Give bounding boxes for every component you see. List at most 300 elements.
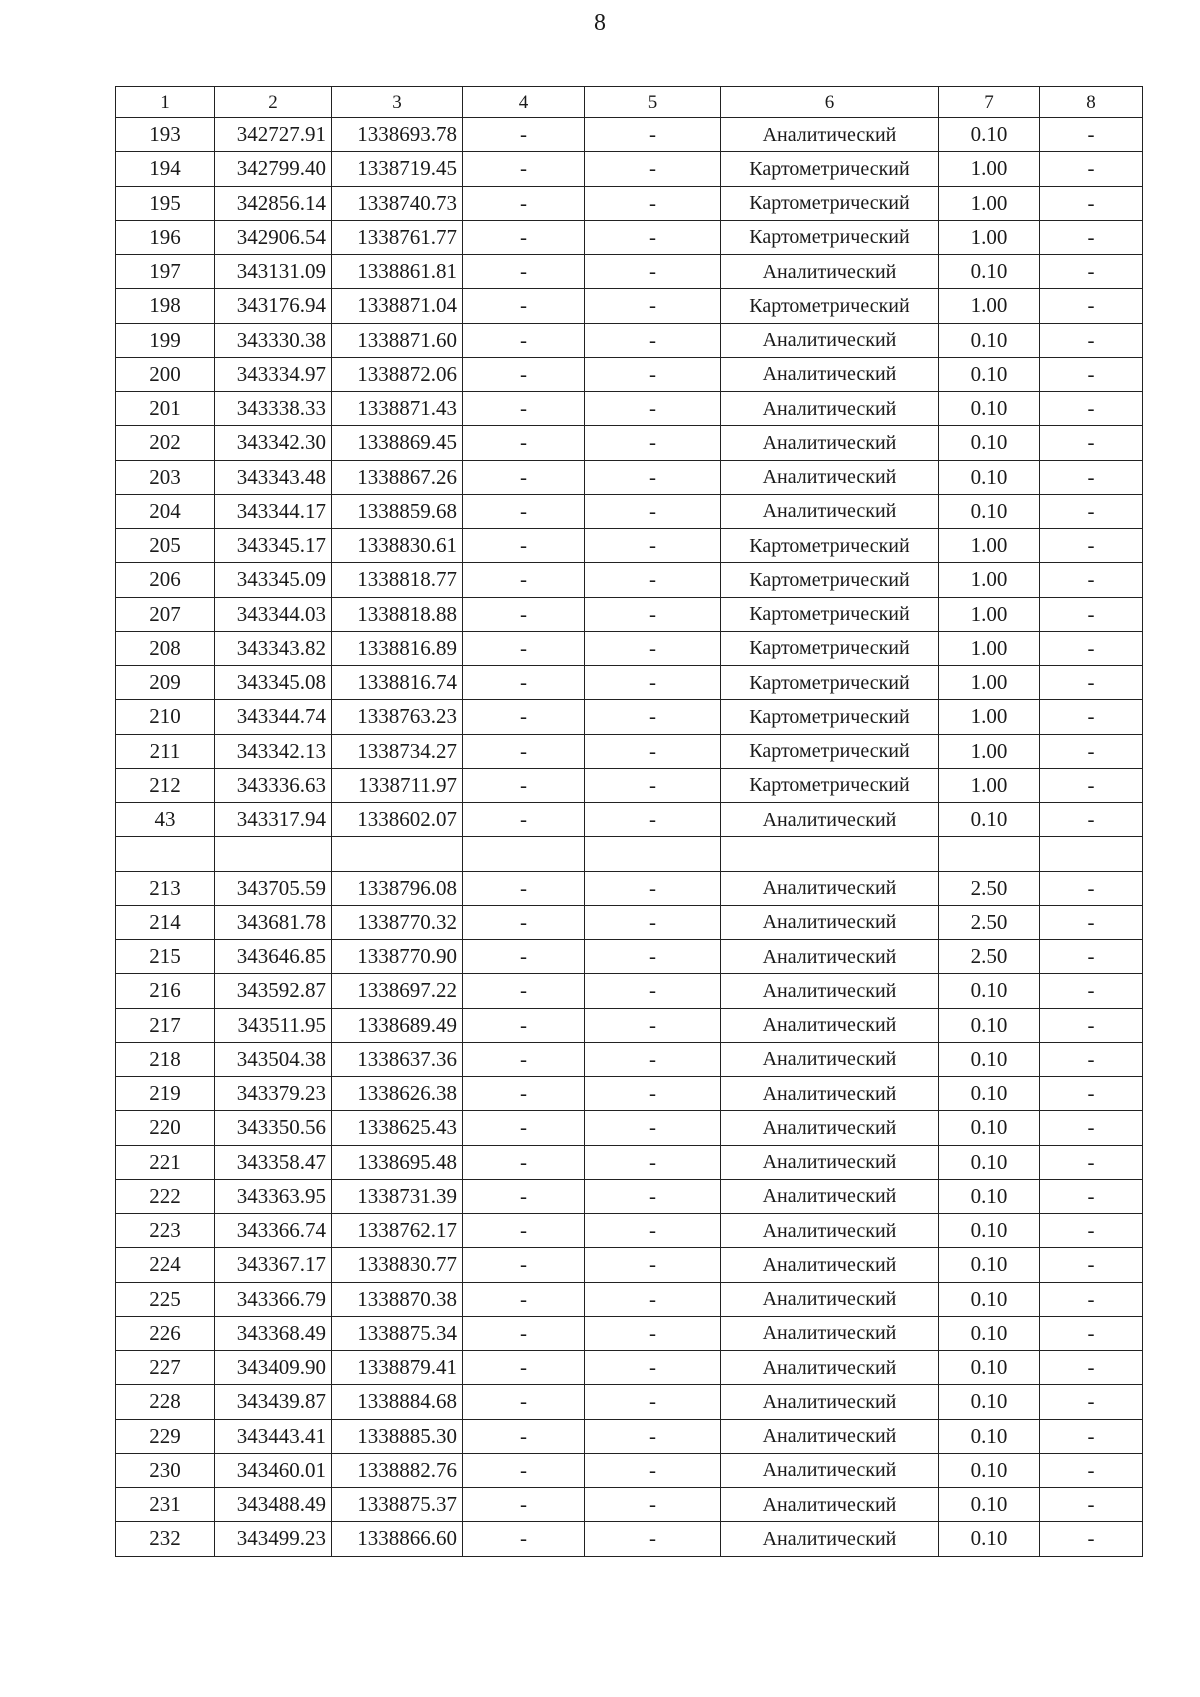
cell-y-coordinate: 1338875.34 bbox=[332, 1316, 463, 1350]
cell-col-8: - bbox=[1040, 494, 1143, 528]
cell-method: Аналитический bbox=[721, 1008, 939, 1042]
cell-method: Картометрический bbox=[721, 563, 939, 597]
cell-col-5: - bbox=[585, 426, 721, 460]
table-row bbox=[116, 1385, 1143, 1419]
cell-col-5 bbox=[585, 837, 721, 871]
cell-accuracy bbox=[939, 837, 1040, 871]
cell-method: Аналитический bbox=[721, 974, 939, 1008]
cell-point-number: 228 bbox=[116, 1385, 215, 1419]
cell-y-coordinate: 1338796.08 bbox=[332, 871, 463, 905]
table-row bbox=[116, 289, 1143, 323]
table-row bbox=[116, 1145, 1143, 1179]
table-row bbox=[116, 631, 1143, 665]
cell-method: Аналитический bbox=[721, 1042, 939, 1076]
cell-y-coordinate: 1338882.76 bbox=[332, 1453, 463, 1487]
cell-method: Аналитический bbox=[721, 494, 939, 528]
cell-point-number: 226 bbox=[116, 1316, 215, 1350]
cell-col-5: - bbox=[585, 631, 721, 665]
cell-col-5: - bbox=[585, 1214, 721, 1248]
cell-x-coordinate: 343511.95 bbox=[215, 1008, 332, 1042]
cell-accuracy: 0.10 bbox=[939, 392, 1040, 426]
cell-col-5: - bbox=[585, 529, 721, 563]
cell-col-5: - bbox=[585, 1316, 721, 1350]
cell-y-coordinate: 1338870.38 bbox=[332, 1282, 463, 1316]
cell-col-4: - bbox=[463, 494, 585, 528]
cell-col-4: - bbox=[463, 803, 585, 837]
table-row bbox=[116, 118, 1143, 152]
cell-y-coordinate: 1338770.32 bbox=[332, 905, 463, 939]
column-header-2: 2 bbox=[215, 87, 332, 118]
cell-x-coordinate: 343460.01 bbox=[215, 1453, 332, 1487]
cell-col-8: - bbox=[1040, 1419, 1143, 1453]
cell-col-4: - bbox=[463, 1179, 585, 1213]
cell-method: Картометрический bbox=[721, 152, 939, 186]
cell-y-coordinate: 1338830.77 bbox=[332, 1248, 463, 1282]
cell-col-4: - bbox=[463, 289, 585, 323]
cell-col-4: - bbox=[463, 1351, 585, 1385]
cell-point-number: 43 bbox=[116, 803, 215, 837]
cell-method: Аналитический bbox=[721, 426, 939, 460]
cell-x-coordinate: 343363.95 bbox=[215, 1179, 332, 1213]
cell-point-number: 210 bbox=[116, 700, 215, 734]
cell-method: Картометрический bbox=[721, 768, 939, 802]
cell-y-coordinate: 1338740.73 bbox=[332, 186, 463, 220]
cell-point-number: 230 bbox=[116, 1453, 215, 1487]
cell-col-4: - bbox=[463, 1145, 585, 1179]
cell-y-coordinate: 1338885.30 bbox=[332, 1419, 463, 1453]
cell-y-coordinate: 1338762.17 bbox=[332, 1214, 463, 1248]
table-row bbox=[116, 460, 1143, 494]
cell-point-number: 195 bbox=[116, 186, 215, 220]
cell-accuracy: 1.00 bbox=[939, 220, 1040, 254]
cell-accuracy: 1.00 bbox=[939, 563, 1040, 597]
cell-method: Аналитический bbox=[721, 940, 939, 974]
cell-point-number: 214 bbox=[116, 905, 215, 939]
cell-x-coordinate: 343504.38 bbox=[215, 1042, 332, 1076]
cell-col-4: - bbox=[463, 871, 585, 905]
cell-x-coordinate: 343681.78 bbox=[215, 905, 332, 939]
cell-col-8: - bbox=[1040, 1282, 1143, 1316]
cell-col-4: - bbox=[463, 666, 585, 700]
cell-col-5: - bbox=[585, 734, 721, 768]
cell-y-coordinate: 1338625.43 bbox=[332, 1111, 463, 1145]
table-row bbox=[116, 1351, 1143, 1385]
cell-point-number: 211 bbox=[116, 734, 215, 768]
column-header-7: 7 bbox=[939, 87, 1040, 118]
cell-y-coordinate: 1338871.04 bbox=[332, 289, 463, 323]
table-row bbox=[116, 837, 1143, 871]
cell-accuracy: 0.10 bbox=[939, 357, 1040, 391]
cell-method: Аналитический bbox=[721, 1316, 939, 1350]
cell-col-5: - bbox=[585, 1385, 721, 1419]
cell-col-8: - bbox=[1040, 700, 1143, 734]
cell-method: Аналитический bbox=[721, 1111, 939, 1145]
cell-y-coordinate: 1338689.49 bbox=[332, 1008, 463, 1042]
cell-method: Аналитический bbox=[721, 1145, 939, 1179]
cell-x-coordinate: 343336.63 bbox=[215, 768, 332, 802]
cell-col-4: - bbox=[463, 460, 585, 494]
cell-col-4: - bbox=[463, 255, 585, 289]
table-row bbox=[116, 494, 1143, 528]
cell-col-5: - bbox=[585, 220, 721, 254]
table-row bbox=[116, 1282, 1143, 1316]
cell-method: Картометрический bbox=[721, 529, 939, 563]
cell-method: Аналитический bbox=[721, 118, 939, 152]
cell-col-8: - bbox=[1040, 152, 1143, 186]
cell-col-8: - bbox=[1040, 118, 1143, 152]
cell-method: Аналитический bbox=[721, 1522, 939, 1556]
cell-x-coordinate: 343592.87 bbox=[215, 974, 332, 1008]
coordinates-table bbox=[115, 86, 1143, 1557]
column-header-5: 5 bbox=[585, 87, 721, 118]
cell-y-coordinate: 1338697.22 bbox=[332, 974, 463, 1008]
cell-method: Аналитический bbox=[721, 392, 939, 426]
cell-method bbox=[721, 837, 939, 871]
cell-col-5: - bbox=[585, 803, 721, 837]
cell-x-coordinate: 343176.94 bbox=[215, 289, 332, 323]
cell-col-5: - bbox=[585, 768, 721, 802]
cell-x-coordinate: 343646.85 bbox=[215, 940, 332, 974]
cell-col-5: - bbox=[585, 1042, 721, 1076]
cell-accuracy: 0.10 bbox=[939, 1316, 1040, 1350]
cell-y-coordinate: 1338695.48 bbox=[332, 1145, 463, 1179]
cell-col-8: - bbox=[1040, 734, 1143, 768]
cell-col-8: - bbox=[1040, 940, 1143, 974]
cell-method: Аналитический bbox=[721, 1351, 939, 1385]
cell-y-coordinate: 1338626.38 bbox=[332, 1077, 463, 1111]
table-row bbox=[116, 700, 1143, 734]
cell-col-4: - bbox=[463, 1385, 585, 1419]
cell-col-8: - bbox=[1040, 1008, 1143, 1042]
cell-point-number: 225 bbox=[116, 1282, 215, 1316]
cell-y-coordinate: 1338871.60 bbox=[332, 323, 463, 357]
cell-x-coordinate: 343368.49 bbox=[215, 1316, 332, 1350]
cell-col-4: - bbox=[463, 1008, 585, 1042]
table-row bbox=[116, 1488, 1143, 1522]
cell-col-8: - bbox=[1040, 323, 1143, 357]
cell-point-number: 223 bbox=[116, 1214, 215, 1248]
cell-accuracy: 0.10 bbox=[939, 1248, 1040, 1282]
table-row bbox=[116, 1042, 1143, 1076]
cell-accuracy: 0.10 bbox=[939, 1008, 1040, 1042]
cell-col-8: - bbox=[1040, 1145, 1143, 1179]
table-row bbox=[116, 1453, 1143, 1487]
cell-col-5: - bbox=[585, 1453, 721, 1487]
cell-point-number: 200 bbox=[116, 357, 215, 391]
cell-y-coordinate: 1338866.60 bbox=[332, 1522, 463, 1556]
cell-method: Картометрический bbox=[721, 289, 939, 323]
cell-accuracy: 1.00 bbox=[939, 631, 1040, 665]
cell-y-coordinate: 1338602.07 bbox=[332, 803, 463, 837]
cell-col-5: - bbox=[585, 1145, 721, 1179]
cell-col-8: - bbox=[1040, 597, 1143, 631]
cell-col-8: - bbox=[1040, 460, 1143, 494]
table-row bbox=[116, 803, 1143, 837]
cell-point-number: 206 bbox=[116, 563, 215, 597]
cell-col-5: - bbox=[585, 460, 721, 494]
cell-point-number: 212 bbox=[116, 768, 215, 802]
cell-y-coordinate: 1338872.06 bbox=[332, 357, 463, 391]
cell-accuracy: 0.10 bbox=[939, 1111, 1040, 1145]
cell-point-number: 193 bbox=[116, 118, 215, 152]
cell-method: Аналитический bbox=[721, 323, 939, 357]
cell-col-5: - bbox=[585, 1111, 721, 1145]
cell-method: Картометрический bbox=[721, 734, 939, 768]
cell-y-coordinate: 1338816.89 bbox=[332, 631, 463, 665]
table-row bbox=[116, 563, 1143, 597]
cell-y-coordinate: 1338861.81 bbox=[332, 255, 463, 289]
cell-accuracy: 0.10 bbox=[939, 1214, 1040, 1248]
cell-accuracy: 0.10 bbox=[939, 494, 1040, 528]
cell-col-8: - bbox=[1040, 1453, 1143, 1487]
cell-point-number: 194 bbox=[116, 152, 215, 186]
column-header-4: 4 bbox=[463, 87, 585, 118]
cell-col-4: - bbox=[463, 1282, 585, 1316]
cell-col-5: - bbox=[585, 1282, 721, 1316]
cell-point-number: 199 bbox=[116, 323, 215, 357]
cell-accuracy: 1.00 bbox=[939, 186, 1040, 220]
cell-col-5: - bbox=[585, 289, 721, 323]
cell-x-coordinate: 343330.38 bbox=[215, 323, 332, 357]
table-row bbox=[116, 1248, 1143, 1282]
cell-x-coordinate: 343345.08 bbox=[215, 666, 332, 700]
page-number: 8 bbox=[594, 10, 606, 36]
cell-x-coordinate: 343334.97 bbox=[215, 357, 332, 391]
cell-col-5: - bbox=[585, 666, 721, 700]
cell-col-8: - bbox=[1040, 974, 1143, 1008]
cell-point-number: 222 bbox=[116, 1179, 215, 1213]
cell-y-coordinate: 1338763.23 bbox=[332, 700, 463, 734]
cell-col-4: - bbox=[463, 768, 585, 802]
cell-method: Аналитический bbox=[721, 1385, 939, 1419]
cell-point-number: 221 bbox=[116, 1145, 215, 1179]
cell-y-coordinate: 1338859.68 bbox=[332, 494, 463, 528]
table-row bbox=[116, 974, 1143, 1008]
table-row bbox=[116, 1111, 1143, 1145]
cell-col-5: - bbox=[585, 597, 721, 631]
cell-col-8: - bbox=[1040, 529, 1143, 563]
table-row bbox=[116, 220, 1143, 254]
cell-point-number: 220 bbox=[116, 1111, 215, 1145]
cell-method: Картометрический bbox=[721, 220, 939, 254]
cell-accuracy: 0.10 bbox=[939, 118, 1040, 152]
cell-col-8: - bbox=[1040, 357, 1143, 391]
cell-y-coordinate: 1338875.37 bbox=[332, 1488, 463, 1522]
cell-col-4: - bbox=[463, 1316, 585, 1350]
cell-col-4: - bbox=[463, 1248, 585, 1282]
cell-col-5: - bbox=[585, 323, 721, 357]
cell-accuracy: 0.10 bbox=[939, 1145, 1040, 1179]
table-row bbox=[116, 1522, 1143, 1556]
cell-col-5: - bbox=[585, 905, 721, 939]
cell-col-5: - bbox=[585, 1077, 721, 1111]
cell-x-coordinate: 342856.14 bbox=[215, 186, 332, 220]
column-header-3: 3 bbox=[332, 87, 463, 118]
cell-col-4: - bbox=[463, 220, 585, 254]
cell-col-4: - bbox=[463, 563, 585, 597]
cell-x-coordinate: 343345.09 bbox=[215, 563, 332, 597]
cell-y-coordinate: 1338830.61 bbox=[332, 529, 463, 563]
cell-col-5: - bbox=[585, 1488, 721, 1522]
cell-method: Аналитический bbox=[721, 871, 939, 905]
cell-accuracy: 0.10 bbox=[939, 255, 1040, 289]
cell-point-number: 219 bbox=[116, 1077, 215, 1111]
table-row bbox=[116, 1419, 1143, 1453]
cell-col-8: - bbox=[1040, 563, 1143, 597]
cell-accuracy: 0.10 bbox=[939, 803, 1040, 837]
cell-col-4: - bbox=[463, 118, 585, 152]
cell-method: Аналитический bbox=[721, 1282, 939, 1316]
cell-col-8: - bbox=[1040, 289, 1143, 323]
cell-method: Картометрический bbox=[721, 597, 939, 631]
cell-accuracy: 2.50 bbox=[939, 905, 1040, 939]
table-row bbox=[116, 1077, 1143, 1111]
cell-x-coordinate: 343344.74 bbox=[215, 700, 332, 734]
cell-point-number: 201 bbox=[116, 392, 215, 426]
table-header-row bbox=[116, 87, 1143, 118]
cell-accuracy: 0.10 bbox=[939, 460, 1040, 494]
cell-point-number: 198 bbox=[116, 289, 215, 323]
cell-point-number bbox=[116, 837, 215, 871]
table-row bbox=[116, 1179, 1143, 1213]
cell-col-5: - bbox=[585, 1522, 721, 1556]
cell-col-8: - bbox=[1040, 1042, 1143, 1076]
cell-col-4: - bbox=[463, 1453, 585, 1487]
cell-method: Аналитический bbox=[721, 1248, 939, 1282]
cell-point-number: 218 bbox=[116, 1042, 215, 1076]
cell-x-coordinate: 343344.17 bbox=[215, 494, 332, 528]
table-row bbox=[116, 186, 1143, 220]
cell-col-4: - bbox=[463, 392, 585, 426]
cell-y-coordinate: 1338884.68 bbox=[332, 1385, 463, 1419]
column-header-6: 6 bbox=[721, 87, 939, 118]
cell-col-4: - bbox=[463, 700, 585, 734]
cell-method: Аналитический bbox=[721, 460, 939, 494]
cell-y-coordinate: 1338871.43 bbox=[332, 392, 463, 426]
cell-method: Картометрический bbox=[721, 186, 939, 220]
cell-method: Аналитический bbox=[721, 1488, 939, 1522]
cell-y-coordinate: 1338869.45 bbox=[332, 426, 463, 460]
cell-col-8: - bbox=[1040, 392, 1143, 426]
cell-col-8: - bbox=[1040, 905, 1143, 939]
cell-x-coordinate: 342906.54 bbox=[215, 220, 332, 254]
cell-col-8: - bbox=[1040, 1351, 1143, 1385]
cell-col-4: - bbox=[463, 357, 585, 391]
cell-point-number: 208 bbox=[116, 631, 215, 665]
table-row bbox=[116, 529, 1143, 563]
cell-col-5: - bbox=[585, 255, 721, 289]
cell-x-coordinate: 343366.79 bbox=[215, 1282, 332, 1316]
cell-accuracy: 0.10 bbox=[939, 1453, 1040, 1487]
cell-x-coordinate: 343342.30 bbox=[215, 426, 332, 460]
cell-x-coordinate bbox=[215, 837, 332, 871]
cell-method: Аналитический bbox=[721, 803, 939, 837]
cell-x-coordinate: 343705.59 bbox=[215, 871, 332, 905]
table-row bbox=[116, 597, 1143, 631]
cell-col-8: - bbox=[1040, 1488, 1143, 1522]
cell-y-coordinate bbox=[332, 837, 463, 871]
cell-x-coordinate: 343366.74 bbox=[215, 1214, 332, 1248]
cell-x-coordinate: 343338.33 bbox=[215, 392, 332, 426]
column-header-8: 8 bbox=[1040, 87, 1143, 118]
cell-col-8: - bbox=[1040, 1385, 1143, 1419]
table-row bbox=[116, 152, 1143, 186]
cell-accuracy: 0.10 bbox=[939, 426, 1040, 460]
cell-x-coordinate: 343343.82 bbox=[215, 631, 332, 665]
cell-col-4: - bbox=[463, 529, 585, 563]
cell-method: Аналитический bbox=[721, 1179, 939, 1213]
cell-accuracy: 1.00 bbox=[939, 768, 1040, 802]
cell-col-5: - bbox=[585, 1248, 721, 1282]
cell-x-coordinate: 343344.03 bbox=[215, 597, 332, 631]
cell-accuracy: 1.00 bbox=[939, 700, 1040, 734]
cell-col-4: - bbox=[463, 597, 585, 631]
cell-x-coordinate: 342727.91 bbox=[215, 118, 332, 152]
cell-x-coordinate: 343367.17 bbox=[215, 1248, 332, 1282]
cell-point-number: 197 bbox=[116, 255, 215, 289]
cell-col-8: - bbox=[1040, 1179, 1143, 1213]
cell-y-coordinate: 1338818.77 bbox=[332, 563, 463, 597]
cell-point-number: 227 bbox=[116, 1351, 215, 1385]
cell-point-number: 217 bbox=[116, 1008, 215, 1042]
table-row bbox=[116, 1008, 1143, 1042]
cell-x-coordinate: 343350.56 bbox=[215, 1111, 332, 1145]
table-row bbox=[116, 768, 1143, 802]
cell-col-5: - bbox=[585, 563, 721, 597]
cell-x-coordinate: 343499.23 bbox=[215, 1522, 332, 1556]
cell-col-8: - bbox=[1040, 1522, 1143, 1556]
table-row bbox=[116, 940, 1143, 974]
cell-point-number: 213 bbox=[116, 871, 215, 905]
cell-x-coordinate: 342799.40 bbox=[215, 152, 332, 186]
cell-point-number: 202 bbox=[116, 426, 215, 460]
cell-col-8: - bbox=[1040, 871, 1143, 905]
table-row bbox=[116, 426, 1143, 460]
cell-col-8: - bbox=[1040, 768, 1143, 802]
cell-method: Картометрический bbox=[721, 631, 939, 665]
cell-col-8: - bbox=[1040, 1214, 1143, 1248]
cell-method: Аналитический bbox=[721, 1214, 939, 1248]
cell-point-number: 205 bbox=[116, 529, 215, 563]
cell-point-number: 196 bbox=[116, 220, 215, 254]
cell-y-coordinate: 1338711.97 bbox=[332, 768, 463, 802]
cell-accuracy: 2.50 bbox=[939, 940, 1040, 974]
cell-x-coordinate: 343443.41 bbox=[215, 1419, 332, 1453]
cell-x-coordinate: 343345.17 bbox=[215, 529, 332, 563]
cell-method: Картометрический bbox=[721, 700, 939, 734]
cell-x-coordinate: 343379.23 bbox=[215, 1077, 332, 1111]
cell-col-4: - bbox=[463, 1522, 585, 1556]
cell-point-number: 204 bbox=[116, 494, 215, 528]
cell-point-number: 207 bbox=[116, 597, 215, 631]
cell-accuracy: 0.10 bbox=[939, 1351, 1040, 1385]
cell-y-coordinate: 1338770.90 bbox=[332, 940, 463, 974]
cell-accuracy: 0.10 bbox=[939, 1179, 1040, 1213]
cell-col-8: - bbox=[1040, 186, 1143, 220]
cell-col-4 bbox=[463, 837, 585, 871]
cell-point-number: 224 bbox=[116, 1248, 215, 1282]
cell-col-4: - bbox=[463, 1419, 585, 1453]
table-row bbox=[116, 392, 1143, 426]
table-body bbox=[116, 87, 1143, 1557]
cell-point-number: 229 bbox=[116, 1419, 215, 1453]
cell-point-number: 232 bbox=[116, 1522, 215, 1556]
cell-col-4: - bbox=[463, 323, 585, 357]
cell-col-5: - bbox=[585, 1351, 721, 1385]
cell-y-coordinate: 1338867.26 bbox=[332, 460, 463, 494]
cell-col-4: - bbox=[463, 1042, 585, 1076]
table-row bbox=[116, 905, 1143, 939]
